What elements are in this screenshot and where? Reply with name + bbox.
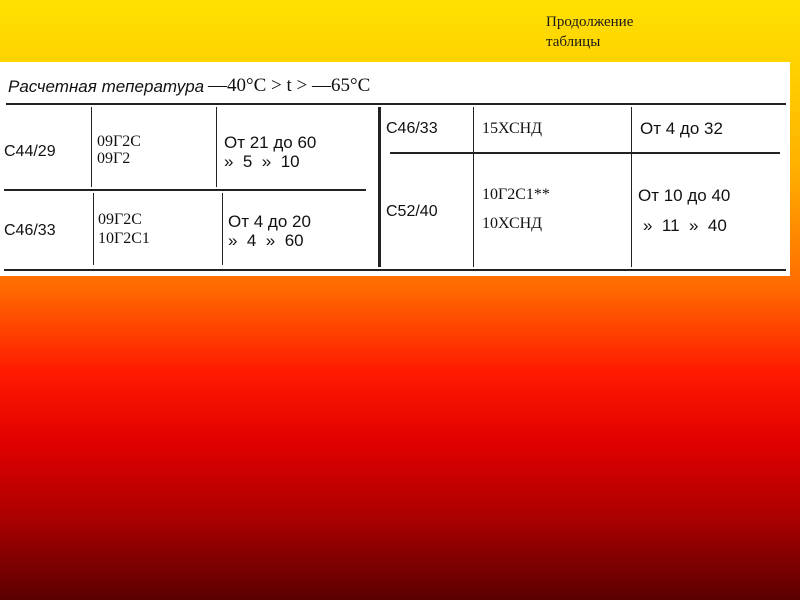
table-header-label: Расчетная тепература bbox=[8, 77, 205, 96]
right-row-1-range-1: От 4 до 32 bbox=[640, 119, 723, 138]
right-row-2-grade-1: 10Г2С1** bbox=[482, 186, 550, 203]
left-row-1-class: С44/29 bbox=[4, 143, 56, 160]
left-row-2-class: С46/33 bbox=[4, 222, 56, 239]
header-rule bbox=[6, 103, 786, 105]
center-divider bbox=[378, 107, 381, 267]
right-row-1-class: С46/33 bbox=[386, 120, 438, 137]
right-row-2-range-2: » 11 » 40 bbox=[643, 216, 727, 235]
right-row-2-grade-2: 10ХСНД bbox=[482, 215, 543, 232]
right-col-sep-2 bbox=[631, 107, 632, 267]
scanned-table bbox=[0, 62, 790, 276]
left-row-1-grade-2: 09Г2 bbox=[97, 150, 131, 167]
left-row-2-range-2: » 4 » 60 bbox=[228, 231, 304, 250]
right-col-sep-1 bbox=[473, 107, 474, 267]
right-row-2-class: С52/40 bbox=[386, 203, 438, 220]
caption-line-2: таблицы bbox=[546, 34, 601, 50]
left-row-2-grade-1: 09Г2С bbox=[98, 211, 142, 228]
left-row-2-grade-2: 10Г2С1 bbox=[98, 230, 150, 247]
left-col-sep-2b bbox=[222, 193, 223, 265]
continuation-caption bbox=[546, 12, 633, 52]
right-row-divider bbox=[390, 152, 780, 154]
left-col-sep-1a bbox=[91, 107, 92, 187]
bottom-rule bbox=[4, 269, 786, 271]
left-row-2-range-1: От 4 до 20 bbox=[228, 212, 311, 231]
left-row-divider bbox=[4, 189, 366, 191]
caption-line-1: Продолжение bbox=[546, 14, 634, 30]
left-row-1-range-1: От 21 до 60 bbox=[224, 133, 317, 152]
left-col-sep-2a bbox=[216, 107, 217, 187]
right-row-2-range-1: От 10 до 40 bbox=[638, 186, 731, 205]
table-header-condition: —40°С > t > —65°С bbox=[208, 75, 371, 96]
left-row-1-range-2: » 5 » 10 bbox=[224, 152, 300, 171]
left-row-1-grade-1: 09Г2С bbox=[97, 133, 141, 150]
right-row-1-grade-1: 15ХСНД bbox=[482, 120, 543, 137]
left-col-sep-1b bbox=[93, 193, 94, 265]
